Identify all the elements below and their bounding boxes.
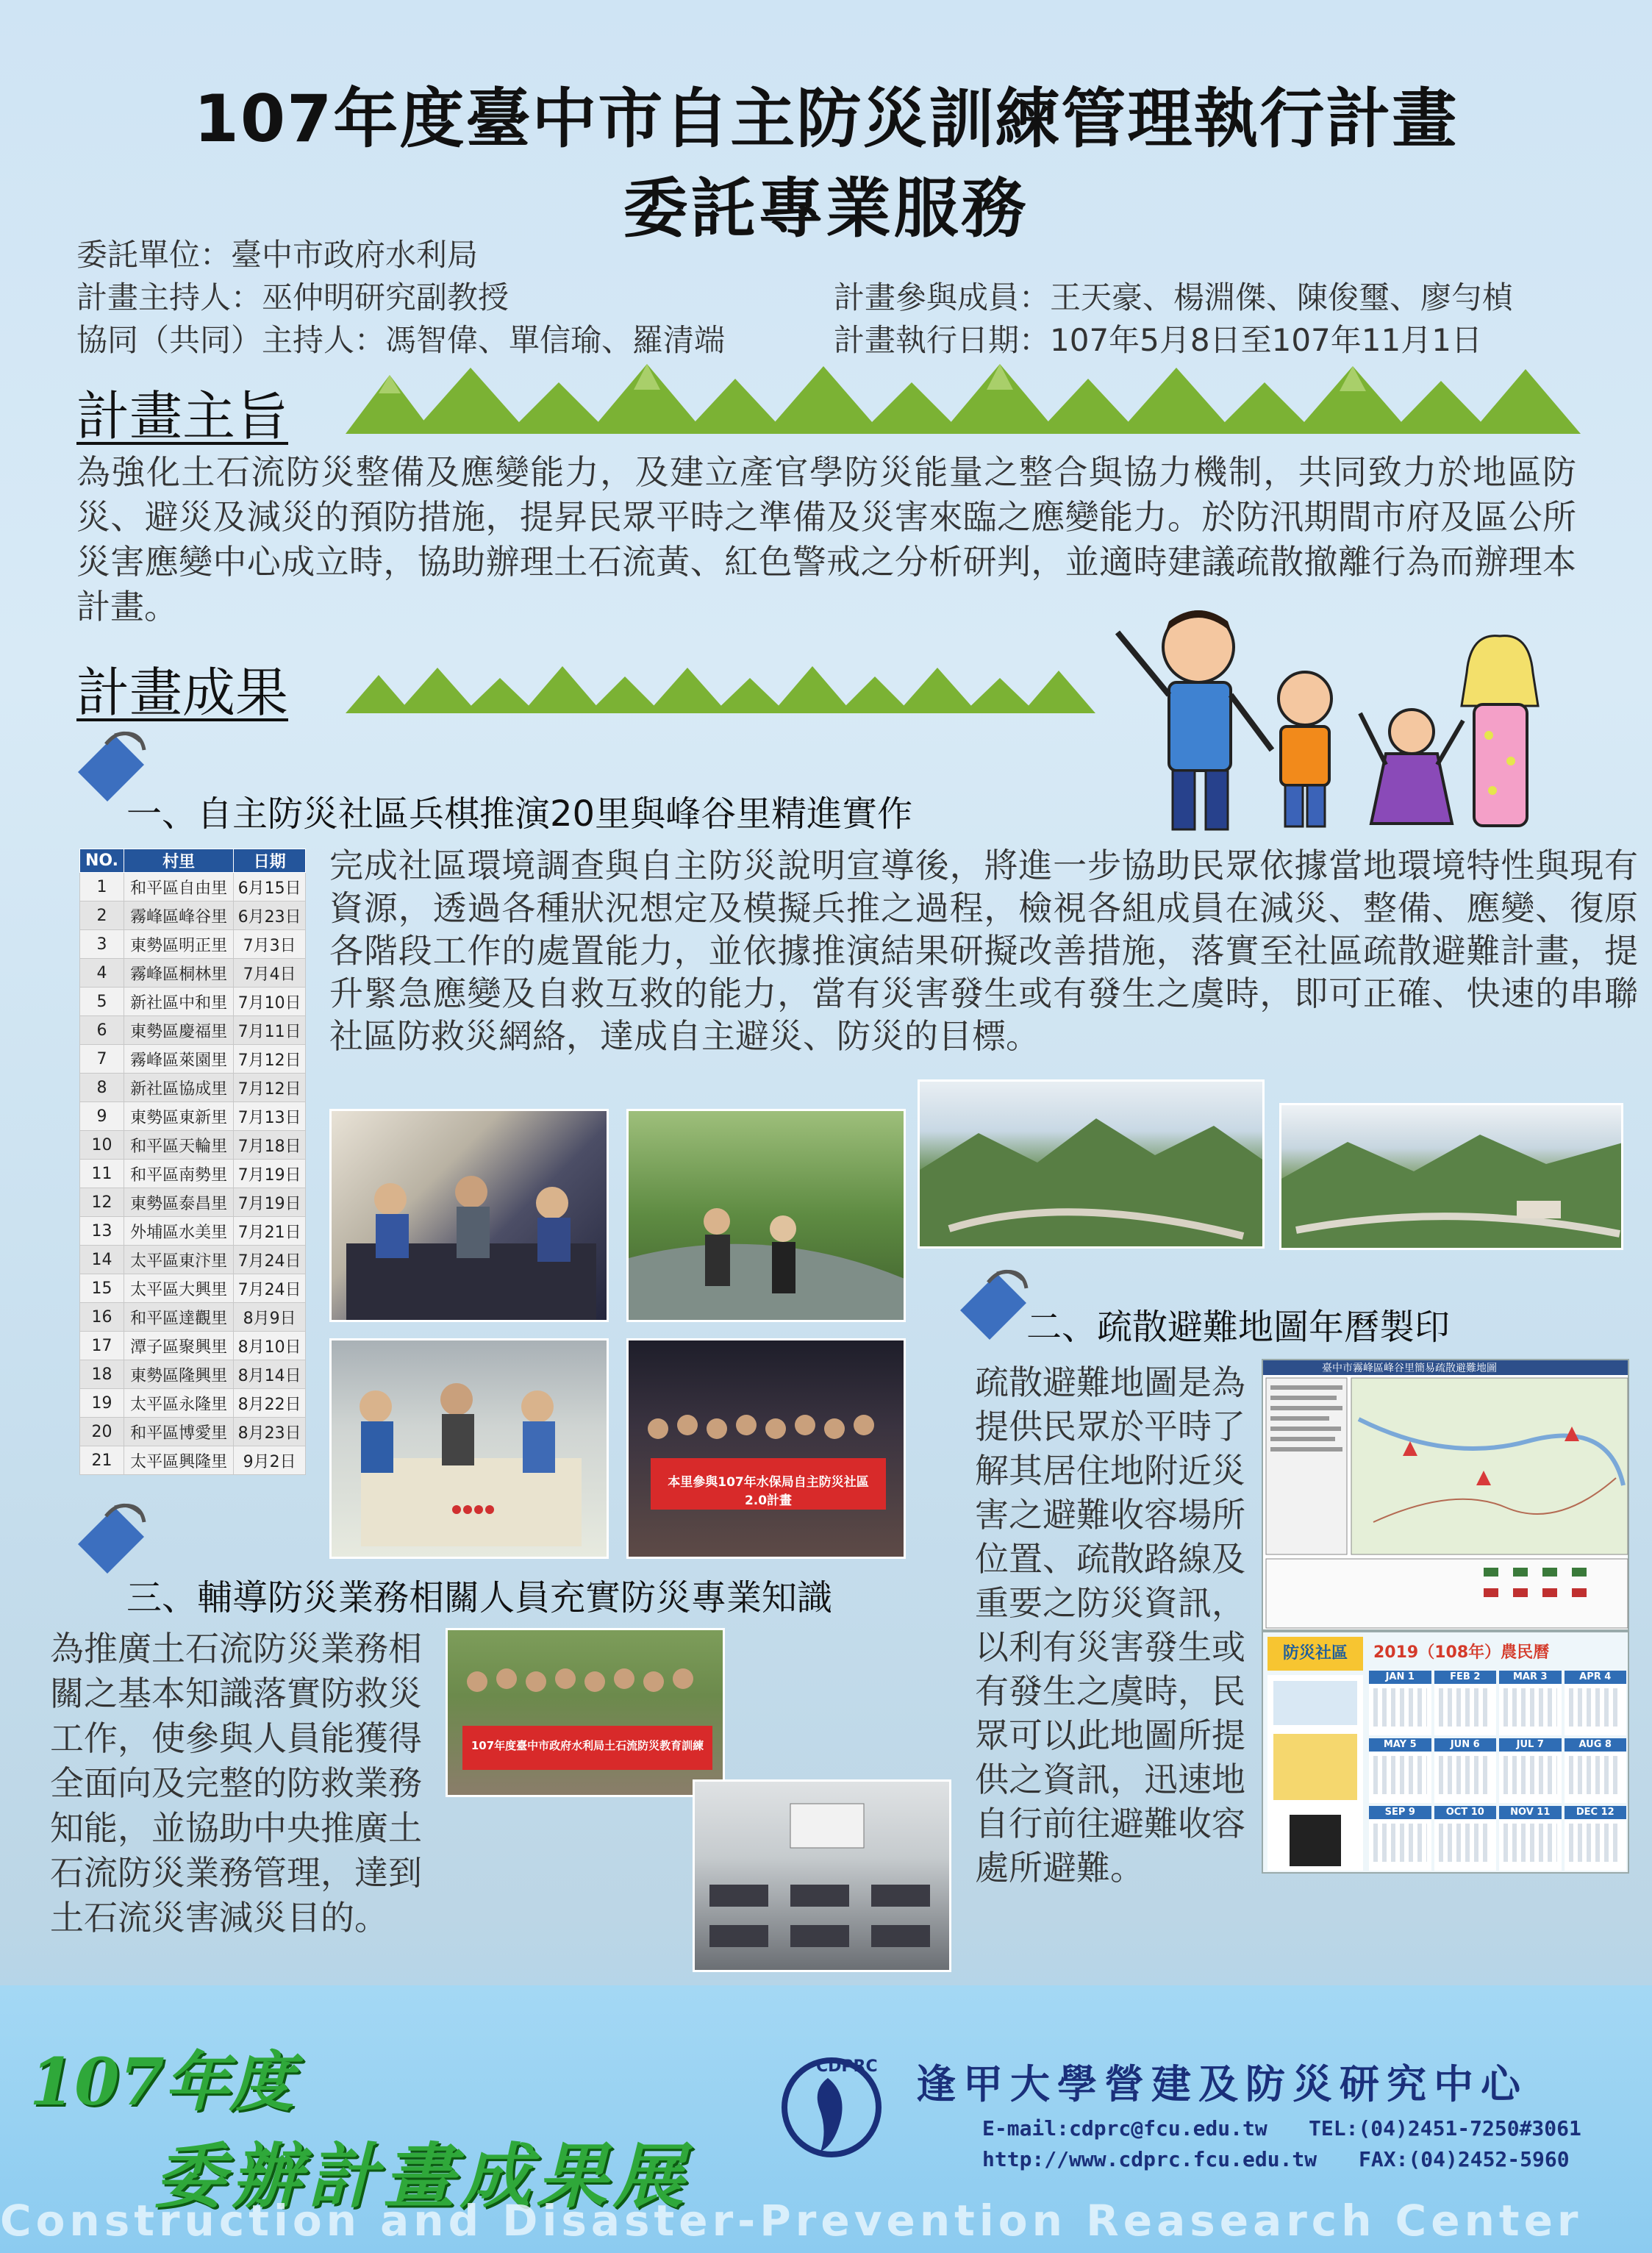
table-row [80, 1102, 306, 1131]
table-row [80, 1131, 306, 1160]
village-table [79, 849, 306, 1475]
row-no: 4 [80, 959, 124, 988]
row-village: 和平區天輪里 [124, 1131, 233, 1160]
row-no: 14 [80, 1246, 124, 1274]
purpose-heading: 計畫主旨 [76, 385, 289, 447]
photo-panorama-1 [918, 1079, 1265, 1249]
row-no: 12 [80, 1188, 124, 1217]
row-village: 太平區大興里 [124, 1274, 233, 1303]
calendar-month [1499, 1806, 1562, 1871]
calendar-month-label: APR 4 [1565, 1671, 1627, 1684]
calendar-days [1373, 1824, 1427, 1862]
row-village: 太平區永隆里 [124, 1389, 233, 1418]
page-subtitle: 委託專業服務 [623, 171, 1029, 246]
calendar-days [1373, 1756, 1427, 1794]
row-no: 2 [80, 901, 124, 930]
row-village: 和平區博愛里 [124, 1418, 233, 1446]
table-row [80, 1360, 306, 1389]
calendar-month-label: JUN 6 [1434, 1738, 1497, 1752]
row-date: 7月18日 [234, 1131, 306, 1160]
calendar-month-label: MAY 5 [1369, 1738, 1431, 1752]
calendar-days [1439, 1756, 1492, 1794]
calendar-month [1369, 1806, 1431, 1871]
calendar-days [1439, 1688, 1492, 1727]
row-date: 7月4日 [234, 959, 306, 988]
table-header-village: 村里 [124, 849, 233, 873]
calendar-month [1565, 1806, 1627, 1871]
row-village: 和平區南勢里 [124, 1160, 233, 1188]
calendar-month-label: DEC 12 [1565, 1806, 1627, 1819]
row-date: 8月14日 [234, 1360, 306, 1389]
row-date: 9月2日 [234, 1446, 306, 1475]
calendar-poster [1262, 1631, 1629, 1874]
table-row [80, 1332, 306, 1360]
sec3-title: 三、輔導防災業務相關人員充實防災專業知識 [126, 1577, 833, 1618]
photo-panorama-2 [1279, 1103, 1623, 1250]
row-village: 潭子區聚興里 [124, 1332, 233, 1360]
table-header-no: NO. [80, 849, 124, 873]
footer-expo-title: 委辦計畫成果展 [154, 2135, 690, 2218]
calendar-days [1503, 1756, 1557, 1794]
row-village: 和平區自由里 [124, 873, 233, 901]
calendar-days [1373, 1688, 1427, 1727]
row-date: 7月11日 [234, 1016, 306, 1045]
footer-year: 107年度 [29, 2043, 294, 2120]
table-row [80, 901, 306, 930]
calendar-month-label: FEB 2 [1434, 1671, 1497, 1684]
org-fax: FAX:(04)2452-5960 [1359, 2147, 1570, 2171]
row-no: 6 [80, 1016, 124, 1045]
calendar-sidebar [1267, 1675, 1363, 1871]
table-row [80, 1389, 306, 1418]
photo-site-survey [626, 1109, 906, 1322]
calendar-month [1565, 1671, 1627, 1735]
co-pi-info: 協同（共同）主持人：馮智偉、單信瑜、羅清端 [76, 322, 726, 358]
calendar-month-label: NOV 11 [1499, 1806, 1562, 1819]
calendar-days [1569, 1688, 1623, 1727]
table-row [80, 1074, 306, 1102]
org-email: E-mail:cdprc@fcu.edu.tw [982, 2116, 1267, 2140]
table-row [80, 873, 306, 901]
org-url: http://www.cdprc.fcu.edu.tw [982, 2147, 1317, 2171]
row-village: 東勢區東新里 [124, 1102, 233, 1131]
calendar-month [1565, 1738, 1627, 1803]
evacuation-map [1262, 1359, 1629, 1631]
row-no: 10 [80, 1131, 124, 1160]
cdprc-logo-text: CDPRC [816, 2057, 878, 2076]
row-date: 8月23日 [234, 1418, 306, 1446]
members-info: 計畫參與成員：王天豪、楊淵傑、陳俊璽、廖勻楨 [834, 279, 1514, 315]
row-date: 7月13日 [234, 1102, 306, 1131]
calendar-month-label: AUG 8 [1565, 1738, 1627, 1752]
row-no: 17 [80, 1332, 124, 1360]
mountain-decoration-1 [346, 360, 1581, 434]
sec1-text: 完成社區環境調查與自主防災說明宣導後，將進一步協助民眾依據當地環境特性與現有資源，透過各種狀況想定及模擬兵推之過程，檢視各組成員在減災、整備、應變、復原各階段工作的處置能力，並依據推演結果研擬改善措施，落實至社區疏散避難計畫，提升緊急應變及自救互救的能力，當有災害發生或有發生之虞時，即可正確、快速的串聯社區防救災網絡，達成自主避災、防災的目標。 [329, 846, 1638, 1056]
calendar-days [1439, 1824, 1492, 1862]
table-row [80, 1274, 306, 1303]
row-no: 18 [80, 1360, 124, 1389]
row-village: 外埔區水美里 [124, 1217, 233, 1246]
row-no: 16 [80, 1303, 124, 1332]
table-row [80, 1418, 306, 1446]
pi-info: 計畫主持人：巫仲明研究副教授 [76, 279, 509, 315]
row-village: 霧峰區萊園里 [124, 1045, 233, 1074]
calendar-month [1434, 1671, 1497, 1735]
row-date: 7月3日 [234, 930, 306, 959]
sec1-title: 一、自主防災社區兵棋推演20里與峰谷里精進實作 [126, 793, 913, 835]
sec2-text: 疏散避難地圖是為提供民眾於平時了解其居住地附近災害之避難收容場所位置、疏散路線及重要之防災資訊，以利有災害發生或有發生之虞時，民眾可以此地圖所提供之資訊，迅速地自行前往避難收容處所避難。 [975, 1363, 1245, 1888]
row-date: 7月19日 [234, 1160, 306, 1188]
results-heading: 計畫成果 [76, 662, 289, 724]
row-no: 9 [80, 1102, 124, 1131]
calendar-month [1369, 1738, 1431, 1803]
row-village: 新社區協成里 [124, 1074, 233, 1102]
page-title: 107年度臺中市自主防災訓練管理執行計畫 [193, 81, 1459, 157]
row-village: 東勢區隆興里 [124, 1360, 233, 1389]
footer-watermark: Construction and Disaster-Prevention Reasearch Center [0, 2196, 1583, 2246]
sec2-title: 二、疏散避難地圖年曆製印 [1026, 1307, 1451, 1348]
row-date: 8月22日 [234, 1389, 306, 1418]
row-no: 8 [80, 1074, 124, 1102]
mountain-decoration-2 [346, 662, 1095, 713]
calendar-month-label: JAN 1 [1369, 1671, 1431, 1684]
table-row [80, 1045, 306, 1074]
table-row [80, 1303, 306, 1332]
photo-meeting-1 [329, 1109, 609, 1322]
calendar-month [1369, 1671, 1431, 1735]
calendar-days [1569, 1824, 1623, 1862]
row-no: 11 [80, 1160, 124, 1188]
row-village: 和平區達觀里 [124, 1303, 233, 1332]
purpose-text: 為強化土石流防災整備及應變能力，及建立產官學防災能量之整合與協力機制，共同致力於地區防災、避災及減災的預防措施，提昇民眾平時之準備及災害來臨之應變能力。於防汛期間市府及區公所災害應變中心成立時，協助辦理土石流黃、紅色警戒之分析研判，並適時建議疏散撤離行為而辦理本計畫。 [76, 452, 1576, 626]
calendar-month-label: MAR 3 [1499, 1671, 1562, 1684]
calendar-days [1503, 1688, 1557, 1727]
village-table-body [80, 873, 306, 1475]
row-date: 6月23日 [234, 901, 306, 930]
row-village: 東勢區明正里 [124, 930, 233, 959]
row-no: 5 [80, 988, 124, 1016]
table-row [80, 1217, 306, 1246]
photo-group-night [626, 1338, 906, 1559]
calendar-month [1499, 1738, 1562, 1803]
row-date: 7月24日 [234, 1246, 306, 1274]
client-info: 委託單位：臺中市政府水利局 [76, 237, 479, 273]
binder-clip-icon-2 [953, 1266, 1034, 1347]
row-village: 霧峰區峰谷里 [124, 901, 233, 930]
table-row [80, 1160, 306, 1188]
row-no: 13 [80, 1217, 124, 1246]
banner-training: 107年度臺中市政府水利局土石流防災教育訓練 [471, 1739, 704, 1752]
table-header-date: 日期 [234, 849, 306, 873]
row-no: 20 [80, 1418, 124, 1446]
row-date: 6月15日 [234, 873, 306, 901]
calendar-month [1434, 1806, 1497, 1871]
calendar-months-grid [1369, 1671, 1626, 1871]
photo-classroom [693, 1779, 951, 1972]
calendar-days [1569, 1756, 1623, 1794]
calendar-month [1434, 1738, 1497, 1803]
calendar-days [1503, 1824, 1557, 1862]
row-village: 太平區東汴里 [124, 1246, 233, 1274]
table-row [80, 930, 306, 959]
row-no: 19 [80, 1389, 124, 1418]
row-date: 7月12日 [234, 1074, 306, 1102]
row-date: 7月19日 [234, 1188, 306, 1217]
row-date: 7月10日 [234, 988, 306, 1016]
banner-community: 本里參與107年水保局自主防災社區2.0計畫 [668, 1475, 869, 1508]
calendar-month-label: JUL 7 [1499, 1738, 1562, 1752]
table-row [80, 1246, 306, 1274]
row-village: 東勢區泰昌里 [124, 1188, 233, 1217]
calendar-brand: 防災社區 [1267, 1637, 1363, 1671]
row-no: 21 [80, 1446, 124, 1475]
calendar-month-label: OCT 10 [1434, 1806, 1497, 1819]
map-title: 臺中市霧峰區峰谷里簡易疏散避難地圖 [1263, 1360, 1628, 1375]
family-illustration [1088, 603, 1559, 838]
row-date: 7月12日 [234, 1045, 306, 1074]
org-name: 逢甲大學營建及防災研究中心 [916, 2061, 1528, 2107]
photo-training-group [446, 1628, 725, 1797]
period-info: 計畫執行日期：107年5月8日至107年11月1日 [834, 322, 1482, 358]
calendar-month-label: SEP 9 [1369, 1806, 1431, 1819]
row-no: 1 [80, 873, 124, 901]
row-date: 7月21日 [234, 1217, 306, 1246]
row-village: 太平區興隆里 [124, 1446, 233, 1475]
row-no: 3 [80, 930, 124, 959]
calendar-title: 2019（108年）農民曆 [1373, 1643, 1550, 1662]
table-row [80, 1188, 306, 1217]
row-no: 7 [80, 1045, 124, 1074]
row-village: 東勢區慶福里 [124, 1016, 233, 1045]
calendar-month [1499, 1671, 1562, 1735]
row-no: 15 [80, 1274, 124, 1303]
table-row [80, 988, 306, 1016]
row-date: 7月24日 [234, 1274, 306, 1303]
table-row [80, 959, 306, 988]
photo-tabletop-exercise [329, 1338, 609, 1559]
row-date: 8月10日 [234, 1332, 306, 1360]
row-village: 霧峰區桐林里 [124, 959, 233, 988]
row-village: 新社區中和里 [124, 988, 233, 1016]
table-row [80, 1446, 306, 1475]
row-date: 8月9日 [234, 1303, 306, 1332]
table-row [80, 1016, 306, 1045]
sec3-text: 為推廣土石流防災業務相關之基本知識落實防救災工作，使參與人員能獲得全面向及完整的防救業務知能，並協助中央推廣土石流防災業務管理，達到土石流災害減災目的。 [50, 1629, 422, 1938]
org-tel: TEL:(04)2451-7250#3061 [1309, 2116, 1581, 2140]
